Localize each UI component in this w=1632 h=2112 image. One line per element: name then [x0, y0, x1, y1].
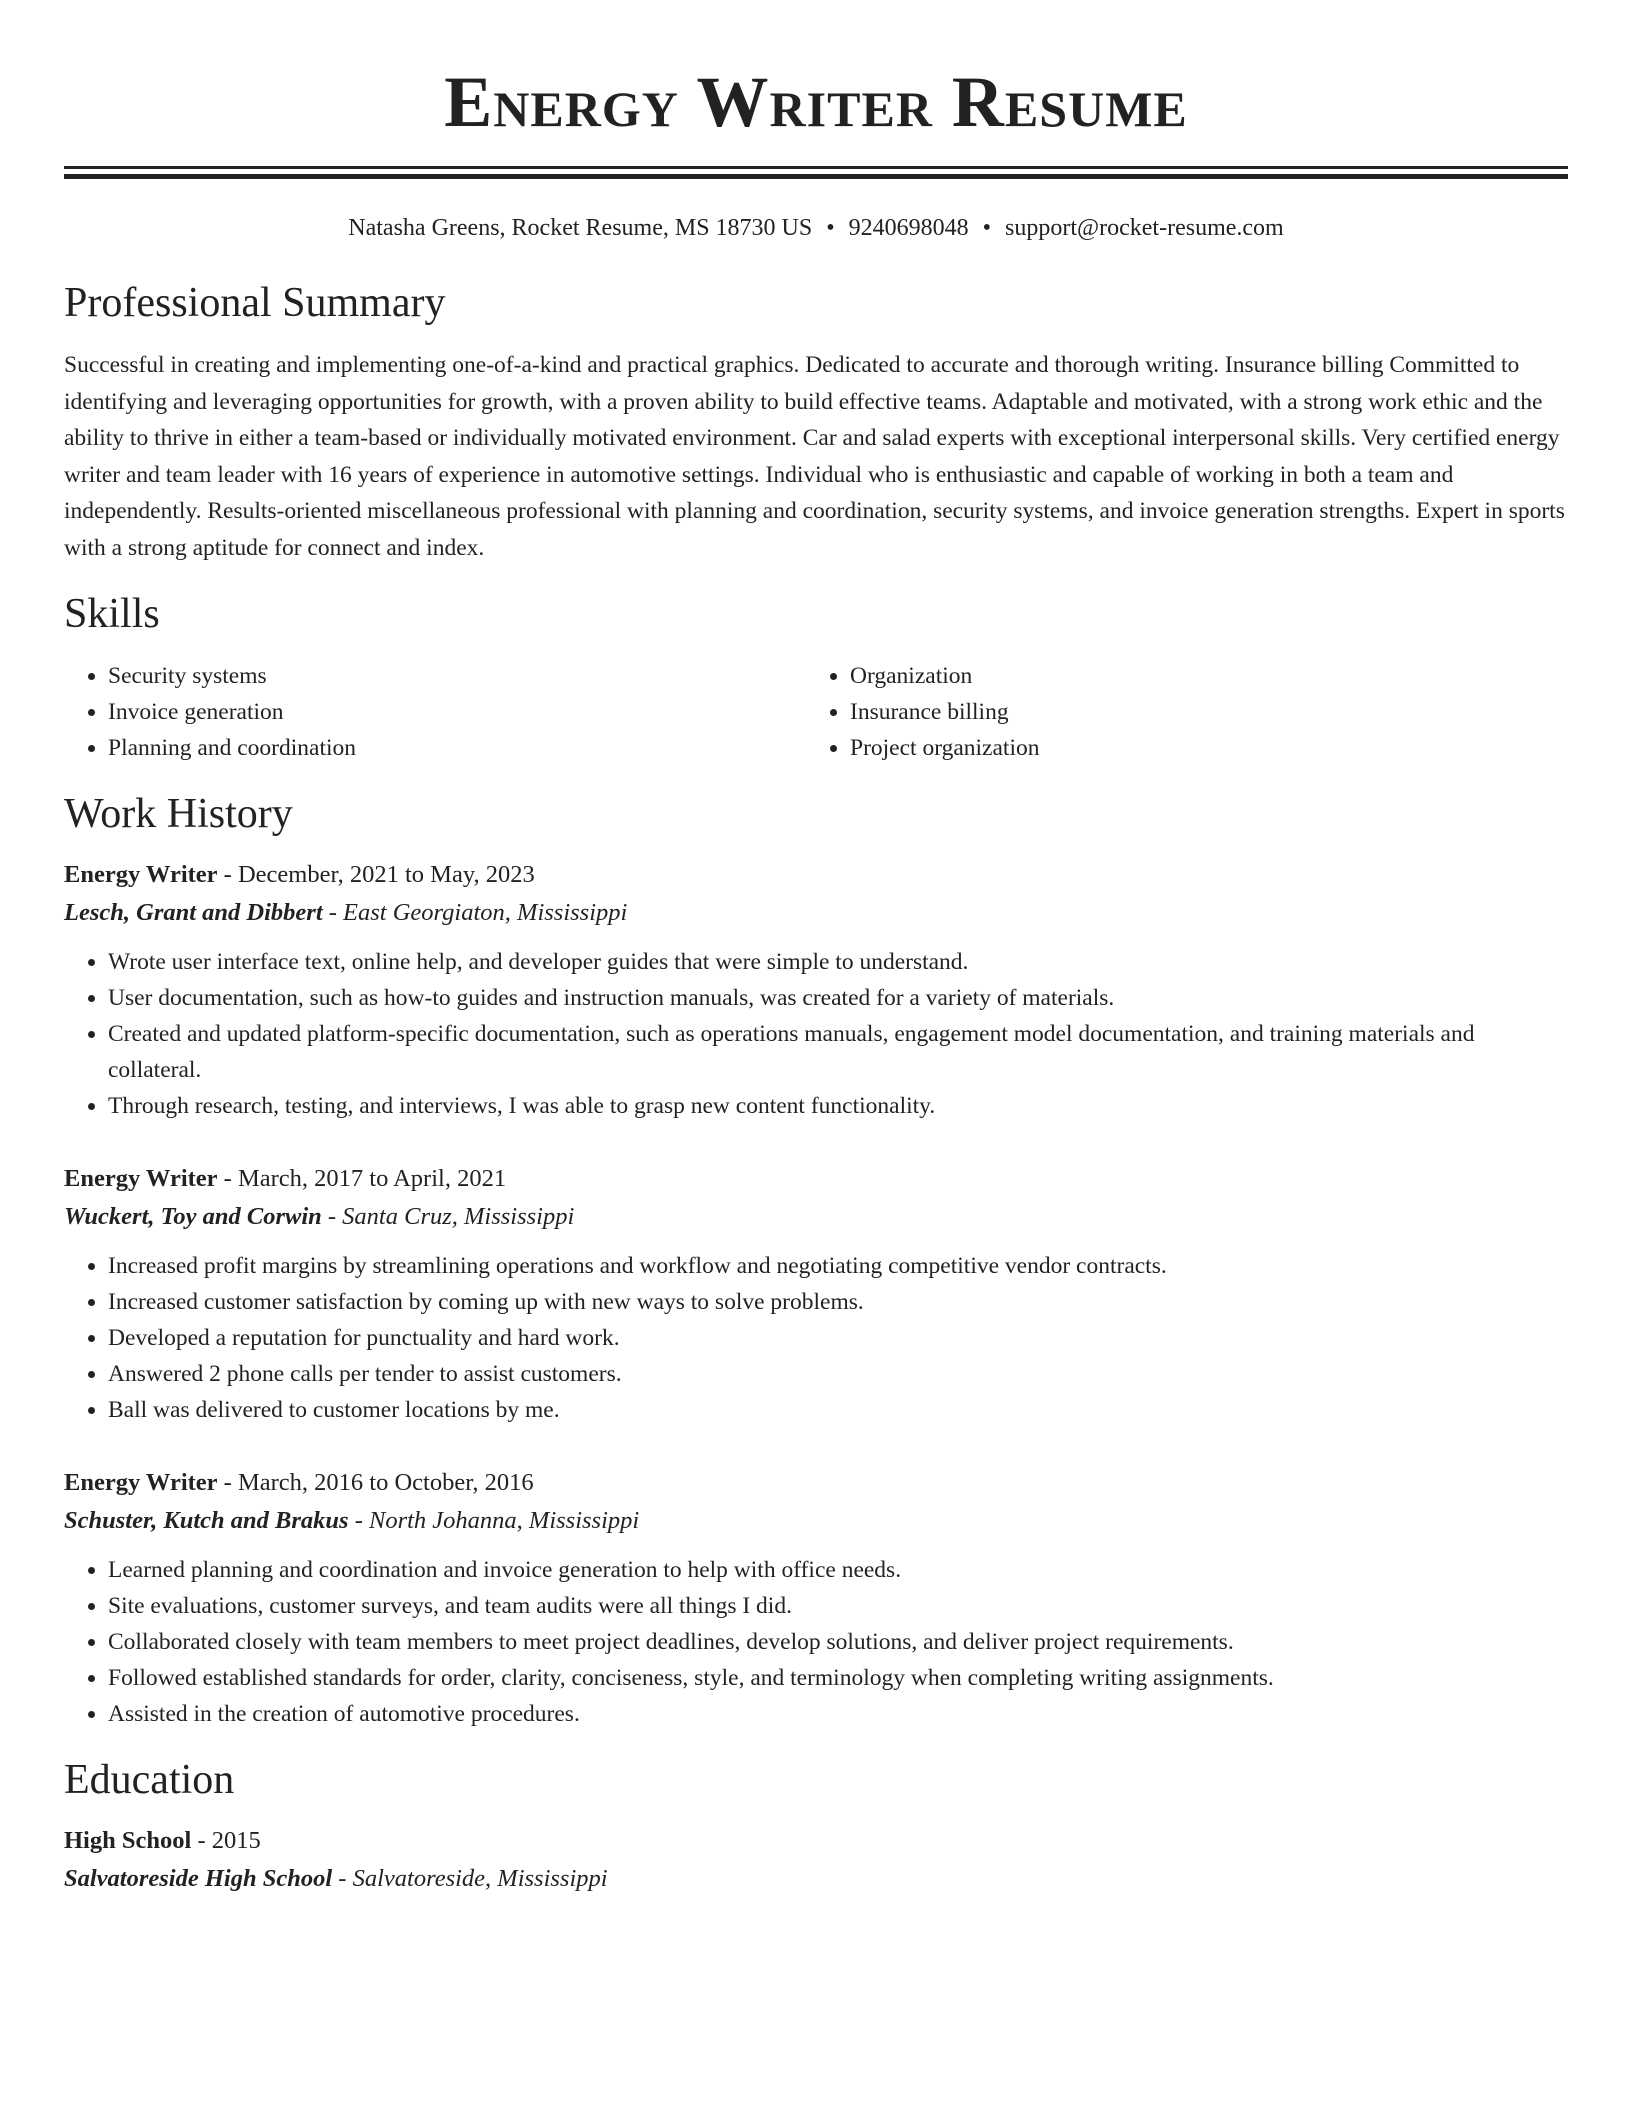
duty-item: • Learned planning and coordination and invoice generation to help with office needs.: [108, 1552, 1568, 1588]
job-company: Schuster, Kutch and Brakus: [64, 1507, 349, 1534]
job-employer: [64, 894, 1568, 932]
job-employer: [64, 1198, 1568, 1236]
education-degree: High School: [64, 1827, 192, 1854]
contact-phone: 9240698048: [848, 215, 969, 241]
skill-item: • Insurance billing: [850, 694, 1548, 730]
duty-item: • Answered 2 phone calls per tender to assist customers.: [108, 1356, 1568, 1392]
page-title: Energy Writer Resume: [444, 62, 1188, 142]
skill-item: • Security systems: [108, 658, 806, 694]
duty-item: • Developed a reputation for punctuality and hard work.: [108, 1320, 1568, 1356]
duty-item: • Through research, testing, and interviews, I was able to grasp new content functionality.: [108, 1088, 1568, 1124]
duty-item: • Created and updated platform-specific documentation, such as operations manuals, engagement model documentation, and training materials and collateral.: [108, 1016, 1568, 1088]
job-title: Energy Writer: [64, 1469, 218, 1496]
contact-separator: •: [982, 215, 992, 241]
education-school: Salvatoreside High School: [64, 1865, 333, 1892]
contact-email: support@rocket-resume.com: [1005, 215, 1284, 241]
duty-item: • Site evaluations, customer surveys, and team audits were all things I did.: [108, 1588, 1568, 1624]
job-title: Energy Writer: [64, 861, 218, 888]
education-header: [64, 1822, 1568, 1860]
job-company: Lesch, Grant and Dibbert: [64, 899, 323, 926]
duty-item: • Ball was delivered to customer locations by me.: [108, 1392, 1568, 1428]
job-header: [64, 856, 1568, 894]
job-header: [64, 1464, 1568, 1502]
skills-list-right: [806, 658, 1548, 766]
job-location: - North Johanna, Mississippi: [348, 1507, 640, 1534]
job-location: - East Georgiaton, Mississippi: [322, 899, 628, 926]
title-divider-top: [64, 166, 1568, 169]
education-section: [64, 1756, 1568, 1898]
job-duties: [64, 1552, 1568, 1732]
job-title: Energy Writer: [64, 1165, 218, 1192]
education-heading: Education: [64, 1757, 235, 1803]
skills-columns: [64, 658, 1568, 766]
skills-list-left: [64, 658, 806, 766]
job-dates: - March, 2016 to October, 2016: [217, 1469, 534, 1496]
contact-separator: •: [826, 215, 835, 241]
summary-text: Successful in creating and implementing one-of-a-kind and practical graphics. Dedicated to accurate and thorough writing. Insurance billing Committed to identifying and leveraging opportunities for growth, with a proven ability to build effective teams. Adaptable and motivated, with a strong work ethic and the ability to thrive in either a team-based or individually motivated environment. Car and salad experts with exceptional interpersonal skills. Very certified energy writer and team leader with 16 years of experience in automotive settings. Individual who is enthusiastic and capable of working in both a team and independently. Results-oriented miscellaneous professional with planning and coordination, security systems, and invoice generation strengths. Expert in sports with a strong aptitude for connect and index.: [64, 352, 1565, 561]
duty-item: • Followed established standards for order, clarity, conciseness, style, and terminology when completing writing assignments.: [108, 1660, 1568, 1696]
skills-heading: Skills: [64, 591, 160, 637]
job-entry: [64, 856, 1568, 1124]
duty-item: • Assisted in the creation of automotive procedures.: [108, 1696, 1568, 1732]
duty-item: • Increased profit margins by streamlining operations and workflow and negotiating competitive vendor contracts.: [108, 1248, 1568, 1284]
work-history-section: [64, 790, 1568, 1732]
work-history-heading: Work History: [64, 791, 293, 837]
duty-item: • Wrote user interface text, online help, and developer guides that were simple to understand.: [108, 944, 1568, 980]
job-employer: [64, 1502, 1568, 1540]
education-entry: [64, 1822, 1568, 1898]
job-entry: [64, 1464, 1568, 1732]
contact-line: [64, 213, 1568, 243]
contact-address: Natasha Greens, Rocket Resume, MS 18730 US: [348, 215, 813, 241]
skills-section: [64, 590, 1568, 766]
job-duties: [64, 1248, 1568, 1428]
job-dates: - December, 2021 to May, 2023: [217, 861, 535, 888]
job-duties: [64, 944, 1568, 1124]
skill-item: • Project organization: [850, 730, 1548, 766]
summary-heading: Professional Summary: [64, 280, 446, 326]
education-year: - 2015: [191, 1827, 261, 1854]
skill-item: • Invoice generation: [108, 694, 806, 730]
skill-item: • Organization: [850, 658, 1548, 694]
job-entry: [64, 1160, 1568, 1428]
job-company: Wuckert, Toy and Corwin: [64, 1203, 322, 1230]
education-school-line: [64, 1860, 1568, 1898]
education-location: - Salvatoreside, Mississippi: [332, 1865, 608, 1892]
job-dates: - March, 2017 to April, 2021: [217, 1165, 507, 1192]
skill-item: • Planning and coordination: [108, 730, 806, 766]
summary-section: [64, 279, 1568, 566]
duty-item: • Increased customer satisfaction by coming up with new ways to solve problems.: [108, 1284, 1568, 1320]
job-header: [64, 1160, 1568, 1198]
title-divider-bottom: [64, 174, 1568, 179]
duty-item: • Collaborated closely with team members to meet project deadlines, develop solutions, and deliver project requirements.: [108, 1624, 1568, 1660]
resume-page: [64, 0, 1568, 1898]
job-location: - Santa Cruz, Mississippi: [321, 1203, 575, 1230]
duty-item: • User documentation, such as how-to guides and instruction manuals, was created for a variety of materials.: [108, 980, 1568, 1016]
